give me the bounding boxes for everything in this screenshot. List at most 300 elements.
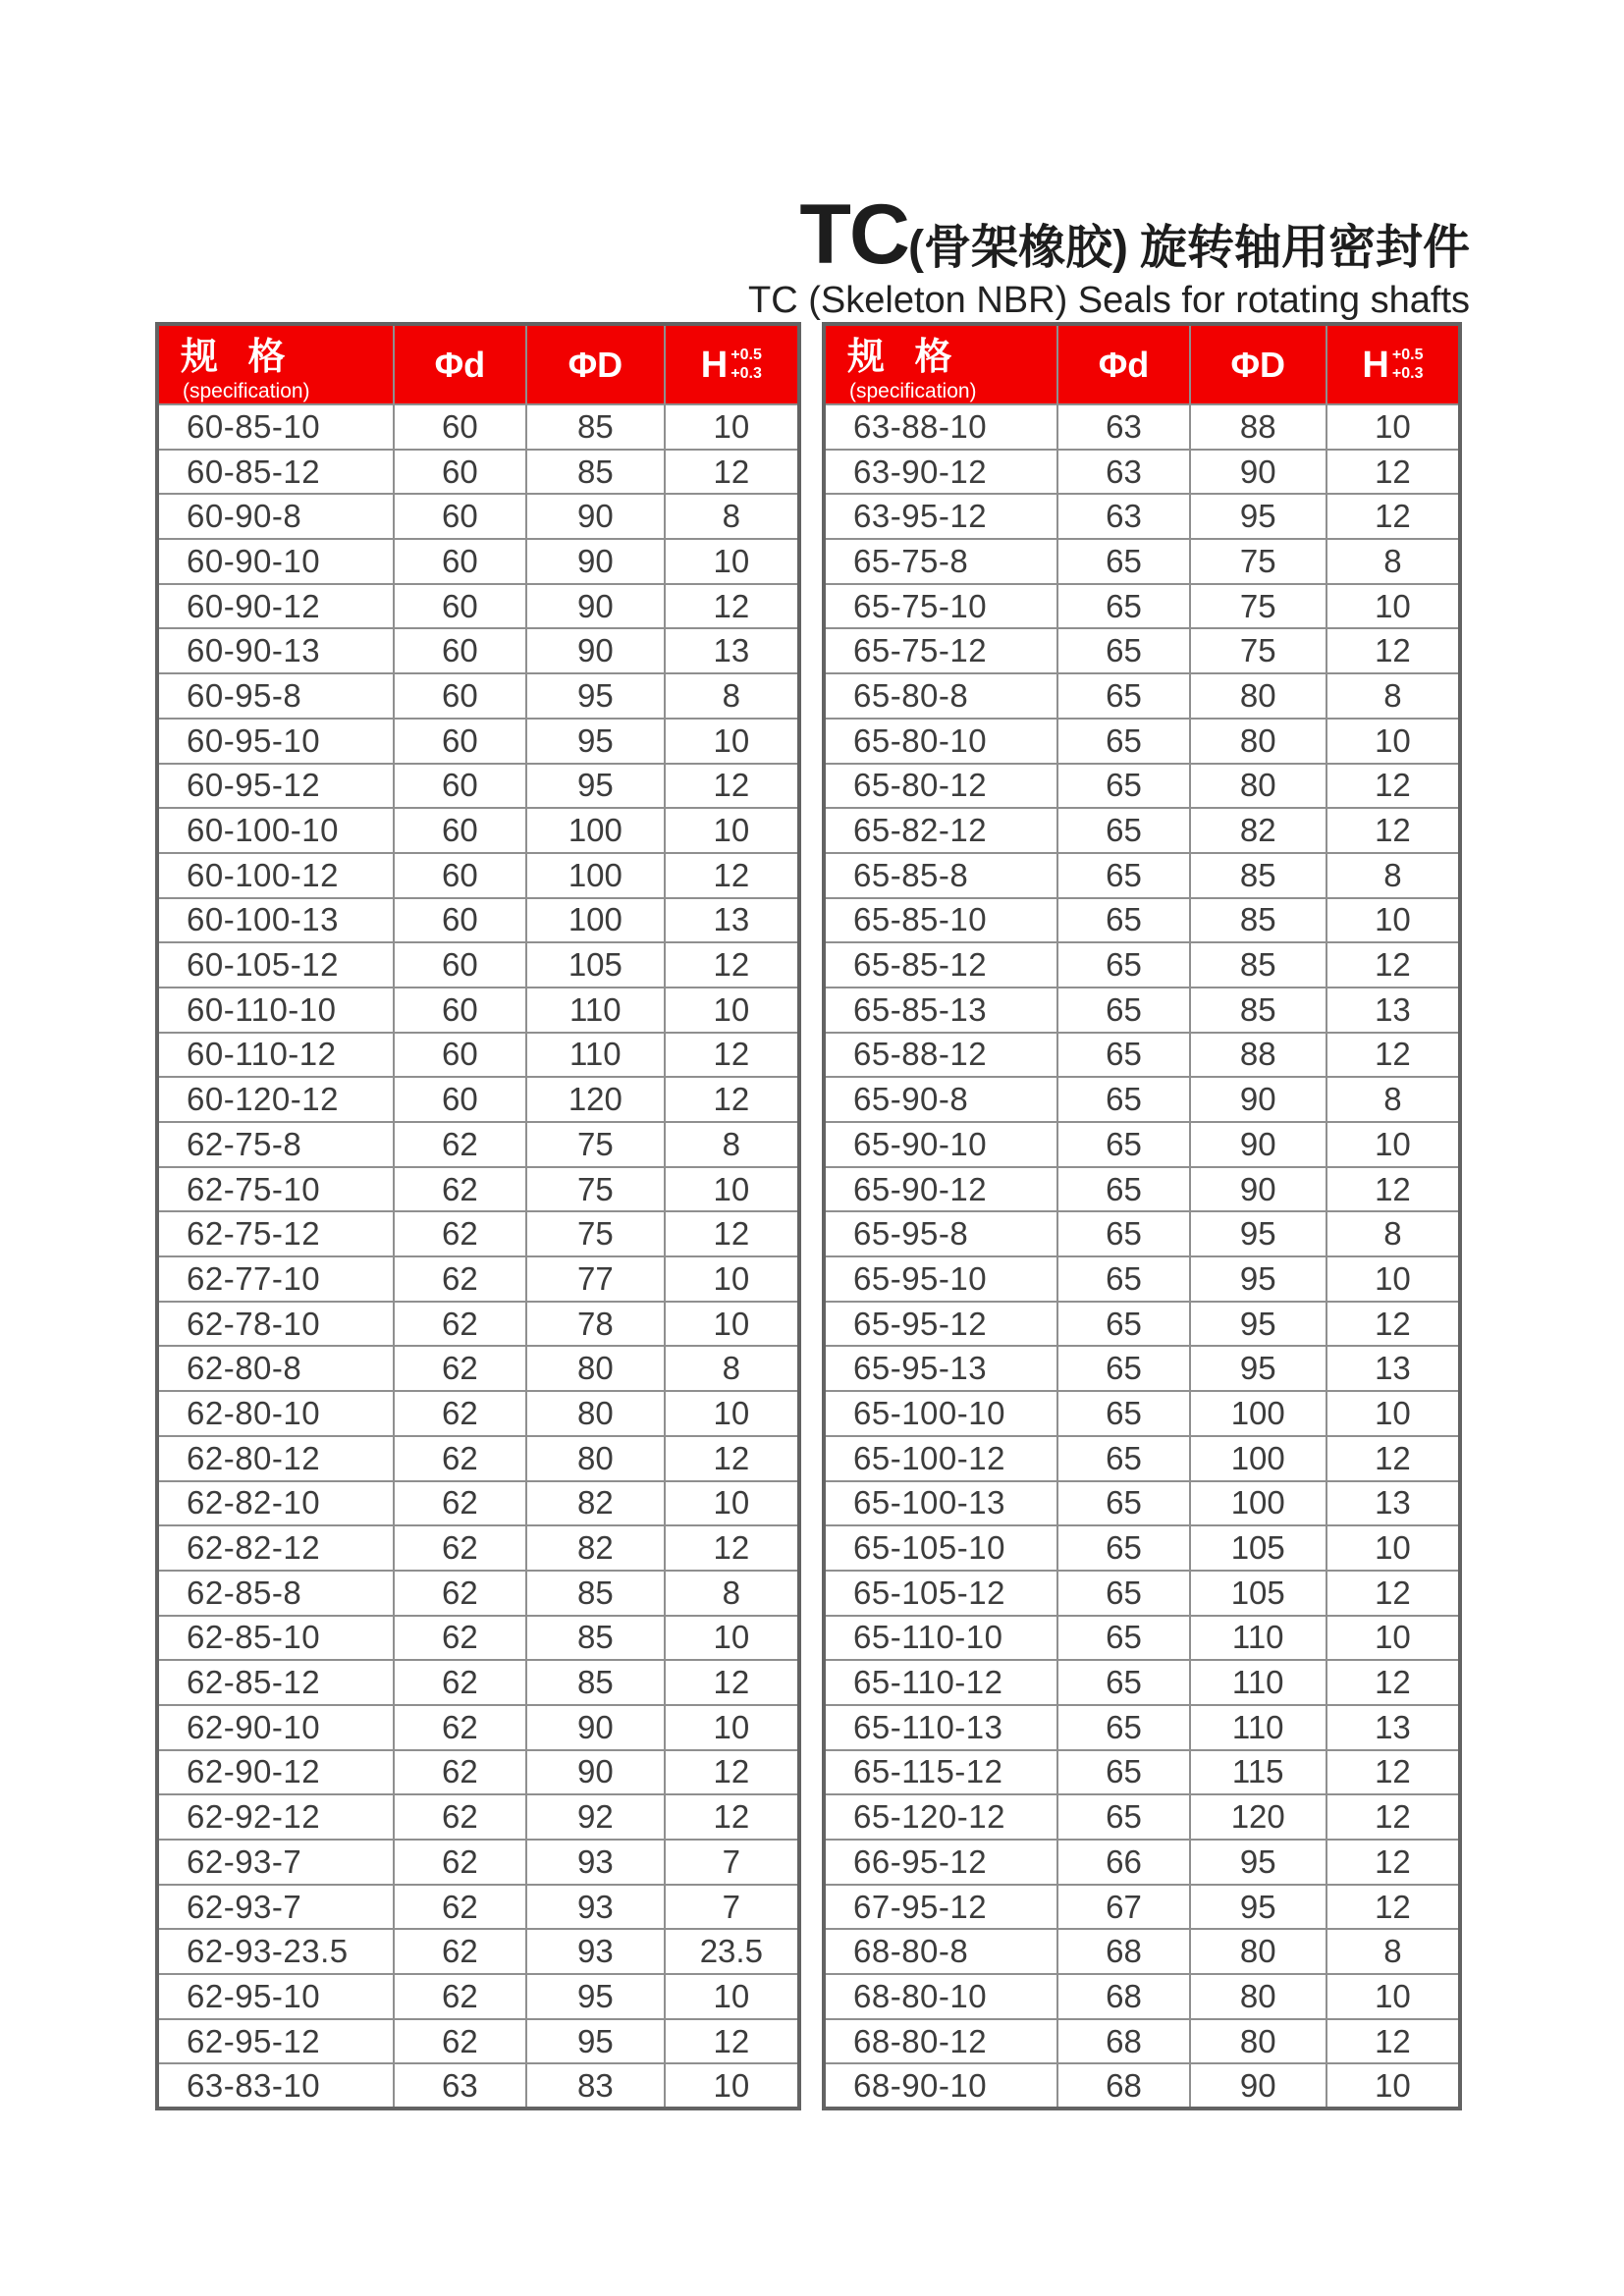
value-cell: 10 bbox=[1326, 584, 1460, 629]
col-header-h bbox=[665, 324, 799, 404]
value-cell: 65 bbox=[1057, 853, 1189, 898]
value-cell: 80 bbox=[1190, 764, 1326, 809]
value-cell: 95 bbox=[526, 764, 665, 809]
spec-cell: 65-90-10 bbox=[824, 1122, 1057, 1167]
value-cell: 60 bbox=[394, 539, 526, 584]
table-row bbox=[157, 1616, 799, 1661]
table-row bbox=[157, 494, 799, 539]
value-cell: 80 bbox=[1190, 673, 1326, 719]
spec-cell: 68-80-12 bbox=[824, 2019, 1057, 2064]
value-cell: 8 bbox=[1326, 539, 1460, 584]
col-header-spec bbox=[824, 324, 1057, 404]
value-cell: 95 bbox=[526, 673, 665, 719]
spec-cell: 65-85-13 bbox=[824, 988, 1057, 1033]
value-cell: 12 bbox=[665, 1794, 799, 1840]
value-cell: 10 bbox=[665, 2063, 799, 2109]
table-row bbox=[824, 450, 1460, 495]
value-cell: 90 bbox=[1190, 1122, 1326, 1167]
spec-cell: 65-100-10 bbox=[824, 1391, 1057, 1436]
value-cell: 67 bbox=[1057, 1885, 1189, 1930]
spec-cell: 65-100-12 bbox=[824, 1436, 1057, 1481]
spec-cell: 68-90-10 bbox=[824, 2063, 1057, 2109]
table-row bbox=[824, 494, 1460, 539]
value-cell: 68 bbox=[1057, 1974, 1189, 2019]
value-cell: 62 bbox=[394, 1929, 526, 1974]
value-cell: 105 bbox=[526, 942, 665, 988]
value-cell: 65 bbox=[1057, 988, 1189, 1033]
value-cell: 90 bbox=[526, 1705, 665, 1750]
value-cell: 62 bbox=[394, 1794, 526, 1840]
value-cell: 10 bbox=[1326, 898, 1460, 943]
table-row bbox=[824, 942, 1460, 988]
table-row bbox=[157, 1033, 799, 1078]
value-cell: 85 bbox=[1190, 853, 1326, 898]
spec-cell: 60-85-12 bbox=[157, 450, 394, 495]
value-cell: 13 bbox=[665, 628, 799, 673]
value-cell: 80 bbox=[1190, 1974, 1326, 2019]
spec-cell: 62-78-10 bbox=[157, 1302, 394, 1347]
spec-cell: 65-110-10 bbox=[824, 1616, 1057, 1661]
table-row bbox=[824, 1885, 1460, 1930]
spec-cell: 62-85-8 bbox=[157, 1571, 394, 1616]
value-cell: 60 bbox=[394, 898, 526, 943]
spec-table-left-header bbox=[157, 324, 799, 404]
spec-cell: 66-95-12 bbox=[824, 1840, 1057, 1885]
value-cell: 62 bbox=[394, 1840, 526, 1885]
spec-cell: 65-90-12 bbox=[824, 1167, 1057, 1212]
value-cell: 120 bbox=[526, 1077, 665, 1122]
spec-label-zh: 规 格 bbox=[847, 337, 962, 378]
table-row bbox=[824, 719, 1460, 764]
value-cell: 105 bbox=[1190, 1525, 1326, 1571]
spec-label-en: (specification) bbox=[183, 380, 310, 402]
value-cell: 60 bbox=[394, 1077, 526, 1122]
value-cell: 12 bbox=[1326, 1750, 1460, 1795]
value-cell: 63 bbox=[1057, 450, 1189, 495]
value-cell: 12 bbox=[1326, 1885, 1460, 1930]
value-cell: 65 bbox=[1057, 1571, 1189, 1616]
value-cell: 12 bbox=[1326, 764, 1460, 809]
table-row bbox=[824, 1840, 1460, 1885]
table-row bbox=[157, 1571, 799, 1616]
value-cell: 12 bbox=[1326, 2019, 1460, 2064]
value-cell: 10 bbox=[665, 1302, 799, 1347]
table-row bbox=[157, 1167, 799, 1212]
table-row bbox=[824, 1033, 1460, 1078]
spec-cell: 62-90-12 bbox=[157, 1750, 394, 1795]
value-cell: 60 bbox=[394, 719, 526, 764]
table-row bbox=[157, 1122, 799, 1167]
value-cell: 12 bbox=[1326, 1033, 1460, 1078]
spec-cell: 65-105-10 bbox=[824, 1525, 1057, 1571]
spec-cell: 65-100-13 bbox=[824, 1481, 1057, 1526]
value-cell: 65 bbox=[1057, 628, 1189, 673]
value-cell: 63 bbox=[1057, 404, 1189, 450]
spec-cell: 60-120-12 bbox=[157, 1077, 394, 1122]
value-cell: 90 bbox=[526, 584, 665, 629]
spec-cell: 65-95-13 bbox=[824, 1346, 1057, 1391]
spec-cell: 65-75-8 bbox=[824, 539, 1057, 584]
table-row bbox=[824, 1122, 1460, 1167]
value-cell: 68 bbox=[1057, 1929, 1189, 1974]
value-cell: 10 bbox=[1326, 1256, 1460, 1302]
value-cell: 95 bbox=[526, 2019, 665, 2064]
table-row bbox=[824, 1436, 1460, 1481]
spec-cell: 62-85-10 bbox=[157, 1616, 394, 1661]
value-cell: 12 bbox=[665, 584, 799, 629]
spec-cell: 62-80-10 bbox=[157, 1391, 394, 1436]
value-cell: 75 bbox=[1190, 584, 1326, 629]
value-cell: 93 bbox=[526, 1840, 665, 1885]
table-row bbox=[157, 1660, 799, 1705]
spec-cell: 65-75-12 bbox=[824, 628, 1057, 673]
spec-cell: 68-80-8 bbox=[824, 1929, 1057, 1974]
value-cell: 12 bbox=[665, 1033, 799, 1078]
value-cell: 7 bbox=[665, 1885, 799, 1930]
value-cell: 75 bbox=[526, 1167, 665, 1212]
spec-cell: 60-90-12 bbox=[157, 584, 394, 629]
table-row bbox=[157, 1391, 799, 1436]
value-cell: 10 bbox=[665, 1167, 799, 1212]
table-row bbox=[824, 1750, 1460, 1795]
value-cell: 62 bbox=[394, 1481, 526, 1526]
value-cell: 85 bbox=[526, 450, 665, 495]
value-cell: 60 bbox=[394, 673, 526, 719]
value-cell: 10 bbox=[1326, 1525, 1460, 1571]
value-cell: 12 bbox=[1326, 1436, 1460, 1481]
table-row bbox=[157, 988, 799, 1033]
value-cell: 10 bbox=[1326, 1391, 1460, 1436]
title-tc: TC bbox=[799, 187, 908, 282]
value-cell: 68 bbox=[1057, 2063, 1189, 2109]
table-row bbox=[157, 628, 799, 673]
value-cell: 62 bbox=[394, 1211, 526, 1256]
value-cell: 13 bbox=[1326, 988, 1460, 1033]
value-cell: 65 bbox=[1057, 1346, 1189, 1391]
value-cell: 68 bbox=[1057, 2019, 1189, 2064]
value-cell: 85 bbox=[526, 1571, 665, 1616]
value-cell: 100 bbox=[1190, 1436, 1326, 1481]
table-row bbox=[824, 1525, 1460, 1571]
table-row bbox=[824, 1571, 1460, 1616]
value-cell: 60 bbox=[394, 1033, 526, 1078]
page-title bbox=[748, 187, 1470, 282]
value-cell: 100 bbox=[526, 853, 665, 898]
h-tolerance bbox=[731, 347, 762, 383]
value-cell: 8 bbox=[665, 494, 799, 539]
h-tolerance-upper: +0.5 bbox=[1391, 347, 1424, 364]
value-cell: 60 bbox=[394, 764, 526, 809]
table-row bbox=[824, 628, 1460, 673]
value-cell: 8 bbox=[1326, 673, 1460, 719]
value-cell: 85 bbox=[1190, 988, 1326, 1033]
value-cell: 60 bbox=[394, 450, 526, 495]
value-cell: 10 bbox=[1326, 1974, 1460, 2019]
value-cell: 92 bbox=[526, 1794, 665, 1840]
spec-cell: 62-80-12 bbox=[157, 1436, 394, 1481]
value-cell: 10 bbox=[665, 1256, 799, 1302]
value-cell: 62 bbox=[394, 1705, 526, 1750]
spec-cell: 62-75-8 bbox=[157, 1122, 394, 1167]
value-cell: 12 bbox=[1326, 494, 1460, 539]
value-cell: 62 bbox=[394, 1525, 526, 1571]
value-cell: 82 bbox=[526, 1481, 665, 1526]
value-cell: 8 bbox=[665, 1346, 799, 1391]
table-row bbox=[157, 2063, 799, 2109]
table-row bbox=[824, 1481, 1460, 1526]
value-cell: 12 bbox=[1326, 1302, 1460, 1347]
value-cell: 62 bbox=[394, 1616, 526, 1661]
value-cell: 120 bbox=[1190, 1794, 1326, 1840]
table-row bbox=[157, 1885, 799, 1930]
table-row bbox=[157, 404, 799, 450]
table-row bbox=[824, 1705, 1460, 1750]
value-cell: 65 bbox=[1057, 1750, 1189, 1795]
h-tolerance bbox=[1392, 347, 1424, 383]
table-row bbox=[824, 1974, 1460, 2019]
spec-cell: 60-110-12 bbox=[157, 1033, 394, 1078]
table-row bbox=[824, 1211, 1460, 1256]
value-cell: 62 bbox=[394, 1122, 526, 1167]
value-cell: 82 bbox=[1190, 808, 1326, 853]
spec-cell: 60-95-12 bbox=[157, 764, 394, 809]
spec-cell: 60-100-13 bbox=[157, 898, 394, 943]
spec-cell: 65-95-10 bbox=[824, 1256, 1057, 1302]
h-tolerance-lower: +0.3 bbox=[1391, 364, 1424, 382]
value-cell: 95 bbox=[1190, 494, 1326, 539]
value-cell: 75 bbox=[1190, 539, 1326, 584]
value-cell: 13 bbox=[1326, 1346, 1460, 1391]
value-cell: 100 bbox=[1190, 1481, 1326, 1526]
table-row bbox=[157, 1211, 799, 1256]
table-row bbox=[824, 2063, 1460, 2109]
table-row bbox=[157, 450, 799, 495]
value-cell: 12 bbox=[1326, 942, 1460, 988]
table-row bbox=[824, 1660, 1460, 1705]
spec-cell: 62-95-12 bbox=[157, 2019, 394, 2064]
table-row bbox=[157, 673, 799, 719]
spec-cell: 62-93-7 bbox=[157, 1885, 394, 1930]
value-cell: 13 bbox=[1326, 1481, 1460, 1526]
value-cell: 60 bbox=[394, 988, 526, 1033]
col-header-phi-d: Φd bbox=[394, 324, 526, 404]
value-cell: 8 bbox=[1326, 1929, 1460, 1974]
value-cell: 85 bbox=[526, 1660, 665, 1705]
table-row bbox=[157, 1077, 799, 1122]
value-cell: 65 bbox=[1057, 1705, 1189, 1750]
value-cell: 8 bbox=[665, 1122, 799, 1167]
value-cell: 62 bbox=[394, 1660, 526, 1705]
value-cell: 105 bbox=[1190, 1571, 1326, 1616]
value-cell: 110 bbox=[526, 988, 665, 1033]
value-cell: 95 bbox=[526, 1974, 665, 2019]
spec-cell: 62-80-8 bbox=[157, 1346, 394, 1391]
table-row bbox=[824, 898, 1460, 943]
table-row bbox=[157, 719, 799, 764]
spec-table-right bbox=[822, 322, 1462, 2110]
spec-label-en: (specification) bbox=[849, 380, 977, 402]
value-cell: 60 bbox=[394, 942, 526, 988]
value-cell: 12 bbox=[665, 942, 799, 988]
value-cell: 8 bbox=[1326, 1077, 1460, 1122]
value-cell: 12 bbox=[1326, 1794, 1460, 1840]
table-row bbox=[157, 1929, 799, 1974]
value-cell: 12 bbox=[665, 450, 799, 495]
value-cell: 90 bbox=[526, 628, 665, 673]
value-cell: 13 bbox=[665, 898, 799, 943]
value-cell: 65 bbox=[1057, 1122, 1189, 1167]
table-row bbox=[157, 942, 799, 988]
spec-cell: 65-110-13 bbox=[824, 1705, 1057, 1750]
page-title-block bbox=[748, 187, 1470, 322]
value-cell: 80 bbox=[526, 1391, 665, 1436]
value-cell: 23.5 bbox=[665, 1929, 799, 1974]
title-zh-paren: (骨架橡胶) bbox=[908, 222, 1128, 274]
value-cell: 12 bbox=[665, 853, 799, 898]
spec-cell: 65-80-12 bbox=[824, 764, 1057, 809]
h-tolerance-upper: +0.5 bbox=[731, 347, 762, 364]
value-cell: 95 bbox=[1190, 1885, 1326, 1930]
value-cell: 60 bbox=[394, 404, 526, 450]
value-cell: 85 bbox=[526, 1616, 665, 1661]
value-cell: 62 bbox=[394, 1302, 526, 1347]
spec-cell: 63-88-10 bbox=[824, 404, 1057, 450]
value-cell: 90 bbox=[526, 1750, 665, 1795]
value-cell: 12 bbox=[1326, 450, 1460, 495]
spec-cell: 65-110-12 bbox=[824, 1660, 1057, 1705]
spec-cell: 60-110-10 bbox=[157, 988, 394, 1033]
value-cell: 95 bbox=[1190, 1302, 1326, 1347]
spec-cell: 68-80-10 bbox=[824, 1974, 1057, 2019]
table-row bbox=[157, 853, 799, 898]
value-cell: 12 bbox=[1326, 1660, 1460, 1705]
value-cell: 10 bbox=[665, 988, 799, 1033]
value-cell: 85 bbox=[526, 404, 665, 450]
value-cell: 80 bbox=[526, 1436, 665, 1481]
value-cell: 65 bbox=[1057, 1077, 1189, 1122]
spec-cell: 62-92-12 bbox=[157, 1794, 394, 1840]
value-cell: 110 bbox=[1190, 1616, 1326, 1661]
spec-cell: 65-80-8 bbox=[824, 673, 1057, 719]
value-cell: 75 bbox=[526, 1211, 665, 1256]
value-cell: 10 bbox=[1326, 1616, 1460, 1661]
table-row bbox=[157, 539, 799, 584]
value-cell: 90 bbox=[1190, 450, 1326, 495]
value-cell: 65 bbox=[1057, 898, 1189, 943]
table-row bbox=[157, 808, 799, 853]
spec-label-zh: 规 格 bbox=[181, 337, 296, 378]
spec-cell: 60-95-10 bbox=[157, 719, 394, 764]
spec-cell: 63-83-10 bbox=[157, 2063, 394, 2109]
table-row bbox=[157, 1302, 799, 1347]
value-cell: 80 bbox=[1190, 2019, 1326, 2064]
table-row bbox=[157, 1840, 799, 1885]
spec-cell: 65-95-8 bbox=[824, 1211, 1057, 1256]
value-cell: 65 bbox=[1057, 764, 1189, 809]
value-cell: 65 bbox=[1057, 1794, 1189, 1840]
value-cell: 10 bbox=[665, 404, 799, 450]
value-cell: 65 bbox=[1057, 1391, 1189, 1436]
value-cell: 10 bbox=[665, 1705, 799, 1750]
value-cell: 62 bbox=[394, 1974, 526, 2019]
title-zh-rest: 旋转轴用密封件 bbox=[1139, 222, 1470, 274]
value-cell: 65 bbox=[1057, 1302, 1189, 1347]
value-cell: 62 bbox=[394, 1750, 526, 1795]
value-cell: 63 bbox=[1057, 494, 1189, 539]
table-row bbox=[824, 1167, 1460, 1212]
value-cell: 78 bbox=[526, 1302, 665, 1347]
value-cell: 60 bbox=[394, 808, 526, 853]
value-cell: 93 bbox=[526, 1929, 665, 1974]
value-cell: 62 bbox=[394, 1436, 526, 1481]
spec-cell: 60-100-12 bbox=[157, 853, 394, 898]
table-row bbox=[824, 1256, 1460, 1302]
spec-table-right-header bbox=[824, 324, 1460, 404]
value-cell: 82 bbox=[526, 1525, 665, 1571]
value-cell: 8 bbox=[1326, 853, 1460, 898]
table-row bbox=[824, 1077, 1460, 1122]
value-cell: 80 bbox=[1190, 1929, 1326, 1974]
value-cell: 65 bbox=[1057, 1616, 1189, 1661]
value-cell: 63 bbox=[394, 2063, 526, 2109]
value-cell: 90 bbox=[526, 539, 665, 584]
value-cell: 90 bbox=[1190, 1167, 1326, 1212]
spec-cell: 62-82-10 bbox=[157, 1481, 394, 1526]
value-cell: 115 bbox=[1190, 1750, 1326, 1795]
col-header-h bbox=[1326, 324, 1460, 404]
value-cell: 10 bbox=[1326, 1122, 1460, 1167]
h-letter: H bbox=[700, 344, 729, 386]
header-row bbox=[824, 324, 1460, 404]
value-cell: 90 bbox=[526, 494, 665, 539]
spec-table-left-body bbox=[157, 404, 799, 2109]
value-cell: 10 bbox=[665, 1974, 799, 2019]
spec-table-right-body bbox=[824, 404, 1460, 2109]
spec-cell: 60-95-8 bbox=[157, 673, 394, 719]
spec-cell: 60-100-10 bbox=[157, 808, 394, 853]
table-row bbox=[824, 539, 1460, 584]
spec-cell: 62-75-12 bbox=[157, 1211, 394, 1256]
value-cell: 12 bbox=[665, 1750, 799, 1795]
value-cell: 62 bbox=[394, 1391, 526, 1436]
spec-cell: 65-75-10 bbox=[824, 584, 1057, 629]
table-row bbox=[824, 2019, 1460, 2064]
spec-cell: 62-93-7 bbox=[157, 1840, 394, 1885]
value-cell: 65 bbox=[1057, 1256, 1189, 1302]
value-cell: 12 bbox=[665, 1211, 799, 1256]
spec-cell: 65-90-8 bbox=[824, 1077, 1057, 1122]
spec-cell: 60-90-8 bbox=[157, 494, 394, 539]
table-row bbox=[824, 853, 1460, 898]
value-cell: 12 bbox=[1326, 628, 1460, 673]
table-row bbox=[157, 1436, 799, 1481]
page-subtitle: TC (Skeleton NBR) Seals for rotating shafts bbox=[748, 280, 1470, 321]
table-row bbox=[157, 1346, 799, 1391]
value-cell: 12 bbox=[665, 1525, 799, 1571]
col-header-phi-D: ΦD bbox=[1190, 324, 1326, 404]
value-cell: 95 bbox=[1190, 1346, 1326, 1391]
value-cell: 65 bbox=[1057, 673, 1189, 719]
header-row bbox=[157, 324, 799, 404]
table-row bbox=[157, 1705, 799, 1750]
value-cell: 90 bbox=[1190, 2063, 1326, 2109]
value-cell: 95 bbox=[526, 719, 665, 764]
table-row bbox=[824, 764, 1460, 809]
value-cell: 12 bbox=[665, 1436, 799, 1481]
value-cell: 7 bbox=[665, 1840, 799, 1885]
spec-cell: 65-85-8 bbox=[824, 853, 1057, 898]
value-cell: 65 bbox=[1057, 584, 1189, 629]
